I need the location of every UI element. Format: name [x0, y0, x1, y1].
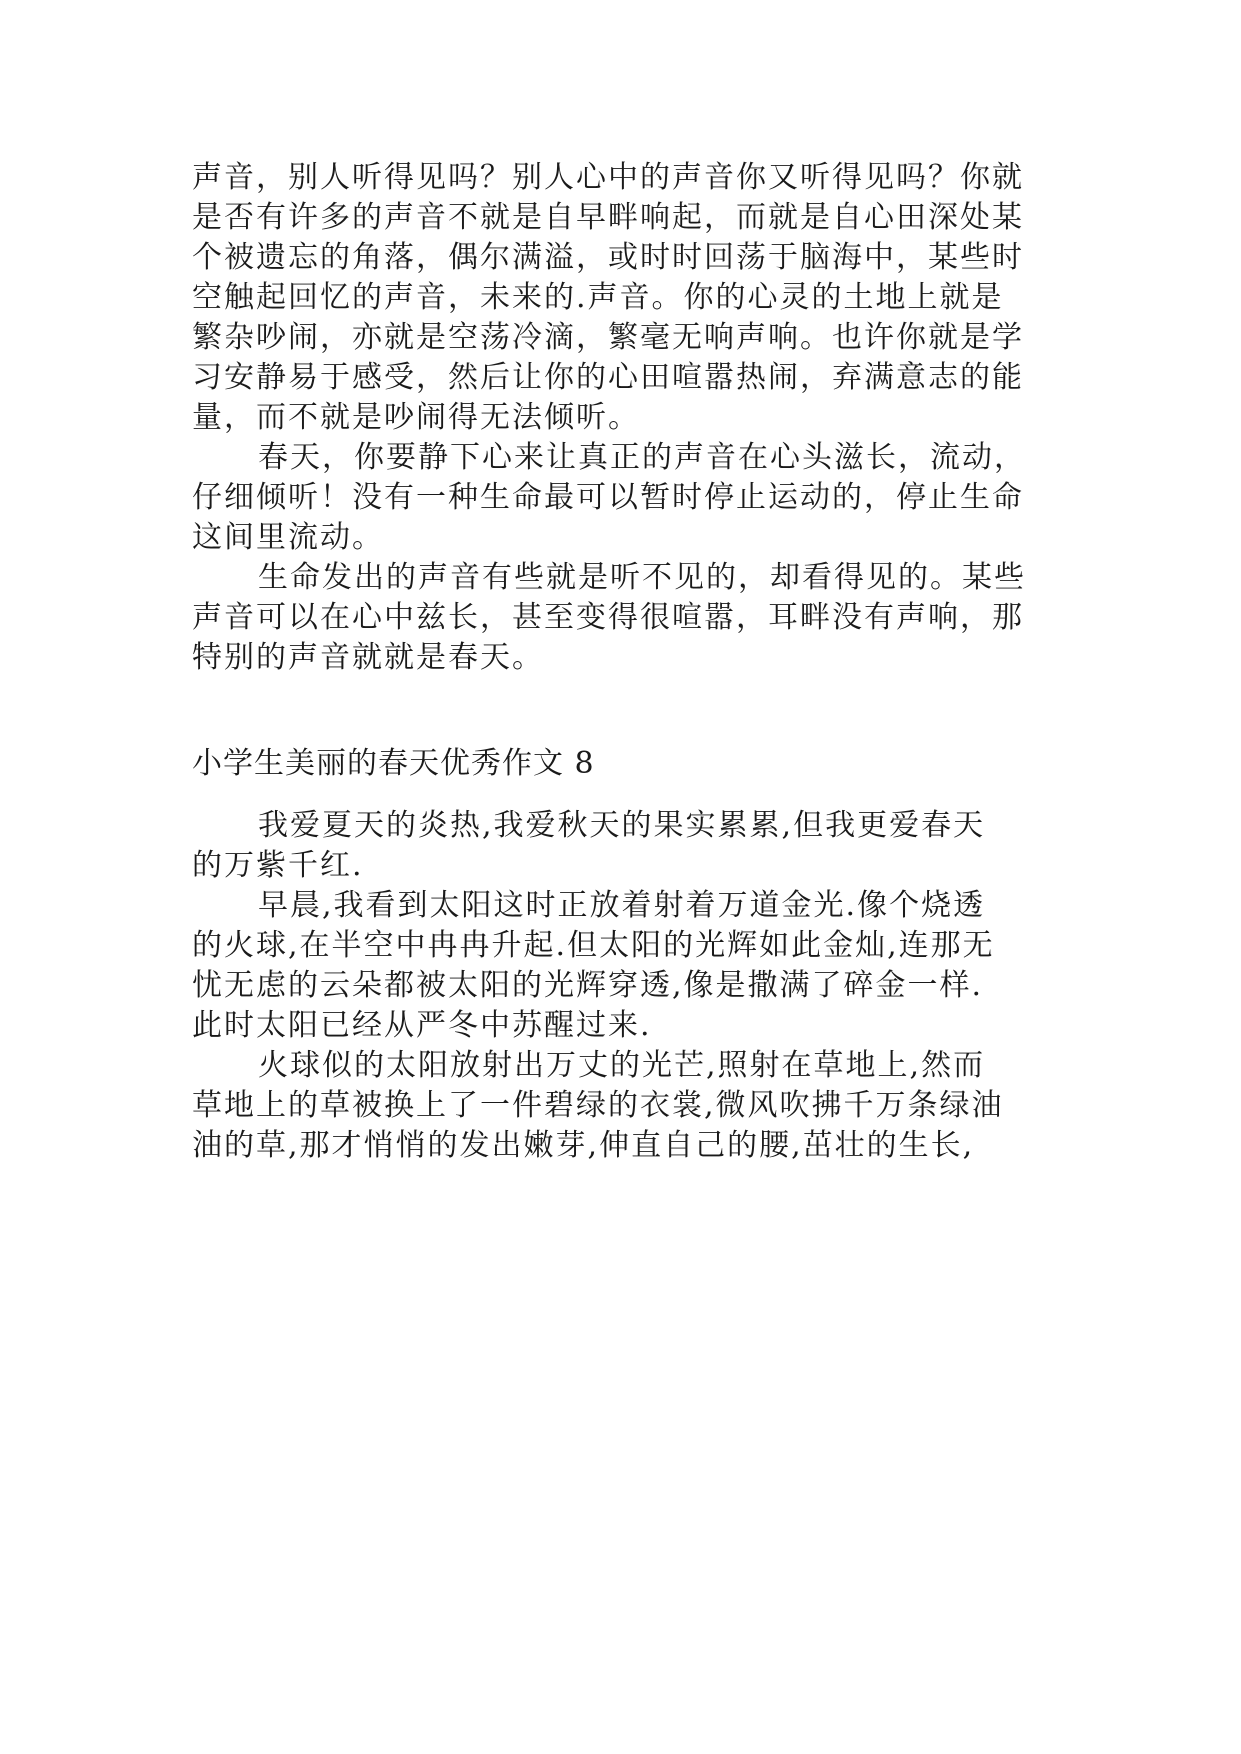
text-line: 声音，别人听得见吗？别人心中的声音你又听得见吗？你就 — [192, 160, 1024, 195]
section-spacer — [192, 678, 1072, 744]
text-line: 是否有许多的声音不就是自早畔响起，而就是自心田深处某 — [192, 200, 1024, 235]
text-line: 声音可以在心中兹长，甚至变得很喧嚣，耳畔没有声响，那 — [192, 600, 1024, 635]
paragraph-2 — [192, 438, 1072, 558]
text-line: 火球似的太阳放射出万丈的光芒,照射在草地上,然而 — [258, 1048, 986, 1083]
text-line: 此时太阳已经从严冬中苏醒过来. — [192, 1008, 652, 1043]
text-line: 的万紫千红. — [192, 848, 364, 883]
text-line: 个被遗忘的角落，偶尔满溢，或时时回荡于脑海中，某些时 — [192, 240, 1024, 275]
text-line: 仔细倾听！没有一种生命最可以暂时停止运动的，停止生命 — [192, 480, 1024, 515]
text-line: 的火球,在半空中冉冉升起.但太阳的光辉如此金灿,连那无 — [192, 928, 995, 963]
paragraph-4 — [192, 806, 1072, 886]
text-line: 早晨,我看到太阳这时正放着射着万道金光.像个烧透 — [258, 888, 986, 923]
text-line: 特别的声音就就是春天。 — [192, 640, 544, 675]
paragraph-3 — [192, 558, 1072, 678]
document-body — [192, 158, 1072, 1166]
paragraph-1 — [192, 158, 1072, 438]
text-line: 春天，你要静下心来让真正的声音在心头滋长，流动， — [258, 440, 1026, 475]
text-line: 繁杂吵闹，亦就是空荡冷滴，繁毫无响声响。也许你就是学 — [192, 320, 1024, 355]
text-line: 量，而不就是吵闹得无法倾听。 — [192, 400, 640, 435]
text-line: 忧无虑的云朵都被太阳的光辉穿透,像是撒满了碎金一样. — [192, 968, 984, 1003]
text-line: 习安静易于感受，然后让你的心田喧嚣热闹，弃满意志的能 — [192, 360, 1024, 395]
text-line: 生命发出的声音有些就是听不见的，却看得见的。某些 — [258, 560, 1026, 595]
text-line: 这间里流动。 — [192, 520, 384, 555]
text-line: 我爱夏天的炎热,我爱秋天的果实累累,但我更爱春天 — [258, 808, 986, 843]
text-line: 草地上的草被换上了一件碧绿的衣裳,微风吹拂千万条绿油 — [192, 1088, 1004, 1123]
text-line: 油的草,那才悄悄的发出嫩芽,伸直自己的腰,茁壮的生长, — [192, 1128, 975, 1163]
section-heading: 小学生美丽的春天优秀作文 8 — [192, 746, 595, 781]
paragraph-6 — [192, 1046, 1072, 1166]
paragraph-5 — [192, 886, 1072, 1046]
text-line: 空触起回忆的声音，未来的.声音。你的心灵的土地上就是 — [192, 280, 1004, 315]
